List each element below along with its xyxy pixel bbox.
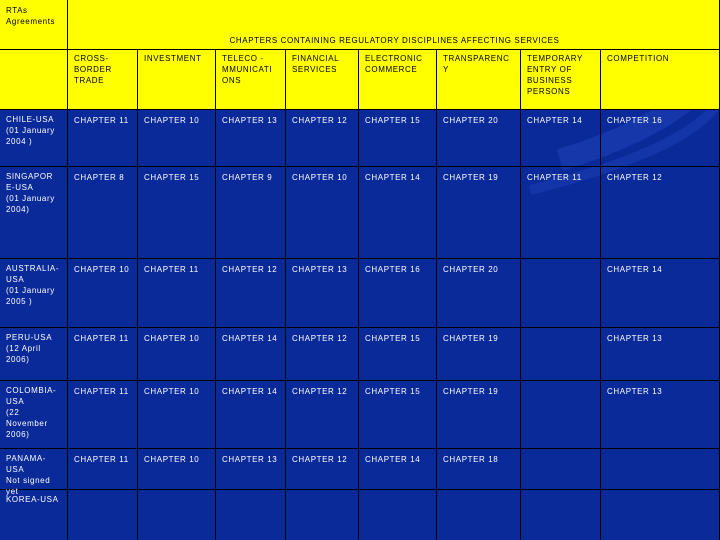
table-cell xyxy=(521,490,601,540)
table-cell: CHAPTER 13 xyxy=(601,381,720,449)
table-cell: CHAPTER 12 xyxy=(286,328,359,381)
table-cell xyxy=(521,328,601,381)
column-header: TEMPORARY ENTRY OF BUSINESS PERSONS xyxy=(521,50,601,110)
table-cell: CHAPTER 10 xyxy=(138,328,216,381)
table-cell: CHAPTER 13 xyxy=(601,328,720,381)
table-cell: CHAPTER 20 xyxy=(437,259,521,328)
table-cell: CHAPTER 14 xyxy=(216,381,286,449)
table-cell: CHAPTER 11 xyxy=(68,381,138,449)
table-title: CHAPTERS CONTAINING REGULATORY DISCIPLINES AFFECTING SERVICES xyxy=(68,0,720,50)
column-header: FINANCIAL SERVICES xyxy=(286,50,359,110)
table-cell: CHAPTER 20 xyxy=(437,110,521,167)
table-cell xyxy=(601,490,720,540)
table-cell: CHAPTER 11 xyxy=(68,449,138,490)
row-agreement-label: SINGAPOR E-USA (01 January 2004) xyxy=(0,167,68,259)
table-cell: CHAPTER 9 xyxy=(216,167,286,259)
table-cell: CHAPTER 12 xyxy=(286,449,359,490)
table-cell: CHAPTER 10 xyxy=(138,381,216,449)
table-cell: CHAPTER 14 xyxy=(521,110,601,167)
table-cell: CHAPTER 10 xyxy=(68,259,138,328)
column-header: TELECO - MMUNICATI ONS xyxy=(216,50,286,110)
row-agreement-label: AUSTRALIA- USA (01 January 2005 ) xyxy=(0,259,68,328)
table-cell: CHAPTER 12 xyxy=(601,167,720,259)
column-header: TRANSPARENC Y xyxy=(437,50,521,110)
table-cell: CHAPTER 11 xyxy=(68,328,138,381)
column-header: ELECTRONIC COMMERCE xyxy=(359,50,437,110)
table-cell: CHAPTER 13 xyxy=(216,110,286,167)
column-header-blank xyxy=(0,50,68,110)
table-cell xyxy=(437,490,521,540)
table-cell: CHAPTER 13 xyxy=(216,449,286,490)
table-cell xyxy=(521,449,601,490)
row-agreement-label: KOREA-USA xyxy=(0,490,68,540)
table-cell: CHAPTER 11 xyxy=(68,110,138,167)
table-cell xyxy=(286,490,359,540)
table-cell: CHAPTER 19 xyxy=(437,328,521,381)
row-agreement-label: PERU-USA (12 April 2006) xyxy=(0,328,68,381)
table-cell: CHAPTER 12 xyxy=(286,110,359,167)
table-cell: CHAPTER 13 xyxy=(286,259,359,328)
table-cell: CHAPTER 14 xyxy=(601,259,720,328)
table-cell: CHAPTER 10 xyxy=(138,110,216,167)
column-header: CROSS- BORDER TRADE xyxy=(68,50,138,110)
table-cell: CHAPTER 15 xyxy=(359,381,437,449)
table-cell xyxy=(359,490,437,540)
table-cell: CHAPTER 16 xyxy=(601,110,720,167)
table-cell: CHAPTER 14 xyxy=(216,328,286,381)
row-agreement-label: PANAMA- USA Not signed yet xyxy=(0,449,68,490)
row-agreement-label: COLOMBIA- USA (22 November 2006) xyxy=(0,381,68,449)
table-cell: CHAPTER 12 xyxy=(286,381,359,449)
table-cell xyxy=(216,490,286,540)
corner-header: RTAs Agreements xyxy=(0,0,68,50)
table-cell xyxy=(601,449,720,490)
table-cell: CHAPTER 15 xyxy=(138,167,216,259)
table-cell: CHAPTER 12 xyxy=(216,259,286,328)
table-cell xyxy=(521,259,601,328)
column-header: COMPETITION xyxy=(601,50,720,110)
table-cell: CHAPTER 10 xyxy=(138,449,216,490)
table-cell: CHAPTER 19 xyxy=(437,167,521,259)
table-cell xyxy=(521,381,601,449)
table-cell: CHAPTER 11 xyxy=(521,167,601,259)
row-agreement-label: CHILE-USA (01 January 2004 ) xyxy=(0,110,68,167)
table-cell: CHAPTER 19 xyxy=(437,381,521,449)
column-header: INVESTMENT xyxy=(138,50,216,110)
table-cell: CHAPTER 14 xyxy=(359,167,437,259)
table-cell: CHAPTER 10 xyxy=(286,167,359,259)
table-cell: CHAPTER 15 xyxy=(359,328,437,381)
table-cell xyxy=(138,490,216,540)
table-cell: CHAPTER 14 xyxy=(359,449,437,490)
table-cell xyxy=(68,490,138,540)
table-cell: CHAPTER 18 xyxy=(437,449,521,490)
table-cell: CHAPTER 8 xyxy=(68,167,138,259)
table-cell: CHAPTER 15 xyxy=(359,110,437,167)
table-cell: CHAPTER 16 xyxy=(359,259,437,328)
table-cell: CHAPTER 11 xyxy=(138,259,216,328)
